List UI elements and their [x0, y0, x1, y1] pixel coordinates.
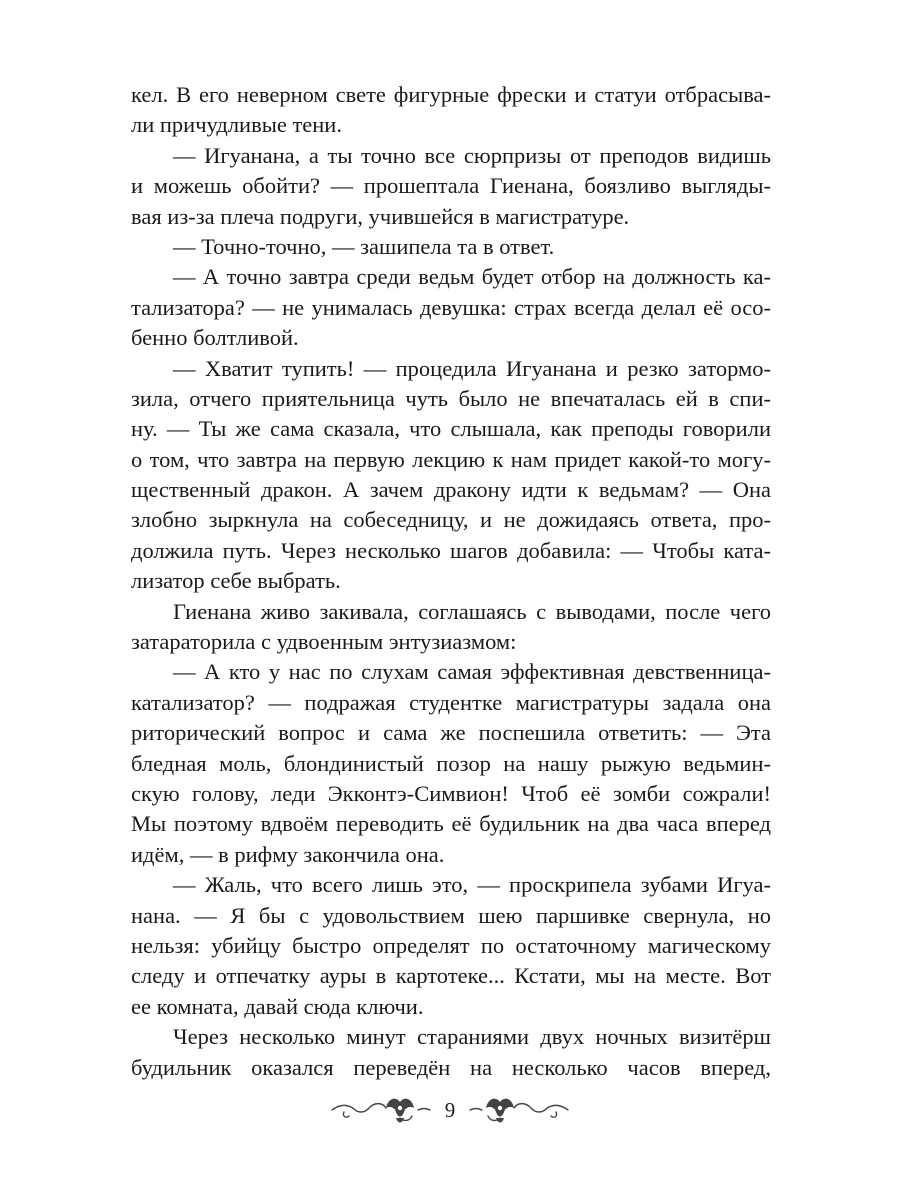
text-line: Через несколько минут стараниями двух ночных визитёрш: [173, 1024, 771, 1050]
text-line: риторический вопрос и сама же поспешила ответить: — Эта: [131, 720, 771, 746]
floral-flourish-icon: [468, 1088, 570, 1132]
text-line: о том, что завтра на первую лекцию к нам придет какой-то могу-: [131, 446, 771, 472]
text-line: скую голову, леди Экконтэ-Симвион! Чтоб её зомби сожрали!: [131, 780, 771, 806]
text-line: следу и отпечатку ауры в картотеке... Кстати, мы на месте. Вот: [131, 963, 771, 989]
text-line: — А кто у нас по слухам самая эффективная девственница-: [173, 659, 771, 685]
text-line: кел. В его неверном свете фигурные фрески и статуи отбрасыва-: [131, 82, 771, 107]
text-line: ли причудливые тени.: [131, 112, 342, 138]
text-line: щественный дракон. А зачем дракону идти к ведьмам? — Она: [131, 477, 771, 503]
text-line: вая из-за плеча подруги, учившейся в магистратуре.: [131, 203, 630, 229]
text-line: — Хватит тупить! — процедила Игуанана и резко затормо-: [173, 355, 771, 381]
text-line: нана. — Я бы с удовольствием шею паршивке свернула, но: [131, 902, 771, 928]
text-line: бледная моль, блондинистый позор на нашу рыжую ведьмин-: [131, 750, 771, 776]
page-number: 9: [444, 1098, 456, 1122]
body-text: [131, 80, 771, 1083]
text-line: — Жаль, что всего лишь это, — проскрипела зубами Игуа-: [173, 872, 771, 898]
text-line: — А точно завтра среди ведьм будет отбор на должность ка-: [173, 264, 771, 290]
text-line: бенно болтливой.: [131, 325, 299, 351]
text-line: ну. — Ты же сама сказала, что слышала, как преподы говорили: [131, 416, 771, 442]
text-line: Гиенана живо закивала, соглашаясь с выводами, после чего: [173, 598, 771, 624]
text-line: катализатор? — подражая студентке магистратуры задала она: [131, 689, 771, 715]
text-line: должила путь. Через несколько шагов добавила: — Чтобы ката-: [131, 537, 771, 563]
floral-flourish-icon: [330, 1088, 432, 1132]
text-line: тализатора? — не унималась девушка: страх всегда делал её осо-: [131, 294, 771, 320]
text-line: будильник оказался переведён на несколько часов вперед,: [131, 1054, 771, 1080]
text-line: нельзя: убийцу быстро определят по остаточному магическому: [131, 932, 771, 958]
text-line: — Игуанана, а ты точно все сюрпризы от преподов видишь: [173, 142, 771, 168]
text-line: зила, отчего приятельница чуть было не впечаталась ей в спи-: [131, 385, 771, 411]
page-footer: [0, 1088, 900, 1136]
text-line: злобно зыркнула на собеседницу, и не дожидаясь ответа, про-: [131, 507, 771, 533]
text-line: затараторила с удвоенным энтузиазмом:: [131, 629, 517, 655]
text-line: идём, — в рифму закончила она.: [131, 841, 445, 867]
text-line: и можешь обойти? — прошептала Гиенана, боязливо выгляды-: [131, 173, 771, 199]
text-line: Мы поэтому вдвоём переводить её будильник на два часа вперед: [131, 811, 771, 837]
text-line: — Точно-точно, — зашипела та в ответ.: [173, 233, 555, 259]
text-line: ее комната, давай сюда ключи.: [131, 993, 424, 1019]
text-line: лизатор себе выбрать.: [131, 568, 341, 594]
